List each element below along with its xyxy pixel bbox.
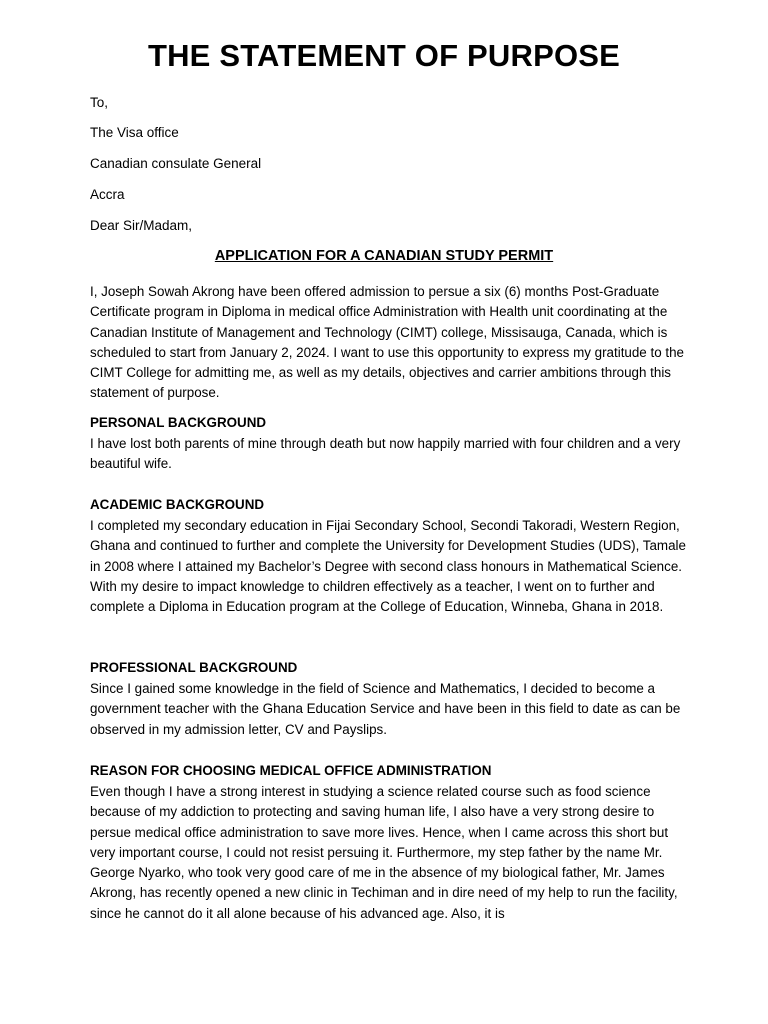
section-body-reason: Even though I have a strong interest in studying a science related course such as food science because of my addiction to protecting and saving human life, I also have a very strong desire to persue medical office administration to save more lives. Hence, when I came across this short but very important course, I could not resist persuing it. Furthermore, my step father by the name Mr. George Nyarko, who took very good care of me in the absence of my biological father, Mr. James Akrong, has recently opened a new clinic in Techiman and in dire need of my help to run the facility, since he cannot do it all alone because of his advanced age. Also, it is [90,784,678,921]
subject-line [0,248,768,264]
section-heading-professional: PROFESSIONAL BACKGROUND [90,660,298,675]
address-office: The Visa office [90,125,179,140]
section-heading-personal: PERSONAL BACKGROUND [90,415,267,430]
section-body-personal: I have lost both parents of mine through death but now happily married with four children and a very beautiful wife. [90,436,681,472]
section-heading-academic: ACADEMIC BACKGROUND [90,497,265,512]
salutation: Dear Sir/Madam, [90,218,193,233]
subject-text: APPLICATION FOR A CANADIAN STUDY PERMIT [214,248,554,264]
document-title: THE STATEMENT OF PURPOSE [147,38,621,73]
section-heading-reason: REASON FOR CHOOSING MEDICAL OFFICE ADMINISTRATION [90,763,492,778]
address-to: To, [90,95,109,110]
address-city: Accra [90,187,125,202]
section-body-academic: I completed my secondary education in Fijai Secondary School, Secondi Takoradi, Western Region, Ghana and continued to further and complete the University for Development Studies (UDS), Tamale in 2008 where I attained my Bachelor’s Degree with second class honours in Mathematical Science. With my desire to impact knowledge to children effectively as a teacher, I went on to further and complete a Diploma in Education program at the College of Education, Winneba, Ghana in 2018. [90,518,686,615]
intro-paragraph: I, Joseph Sowah Akrong have been offered admission to persue a six (6) months Post-Graduate Certificate program in Diploma in medical office Administration with Health unit coordinating at the Canadian Institute of Management and Technology (CIMT) college, Missisauga, Canada, which is scheduled to start from January 2, 2024. I want to use this opportunity to express my gratitude to the CIMT College for admitting me, as well as my details, objectives and carrier ambitions through this statement of purpose. [90,284,684,401]
section-body-professional: Since I gained some knowledge in the field of Science and Mathematics, I decided to become a government teacher with the Ghana Education Service and have been in this field to date as can be observed in my admission letter, CV and Payslips. [90,681,681,737]
address-consulate: Canadian consulate General [90,156,262,171]
